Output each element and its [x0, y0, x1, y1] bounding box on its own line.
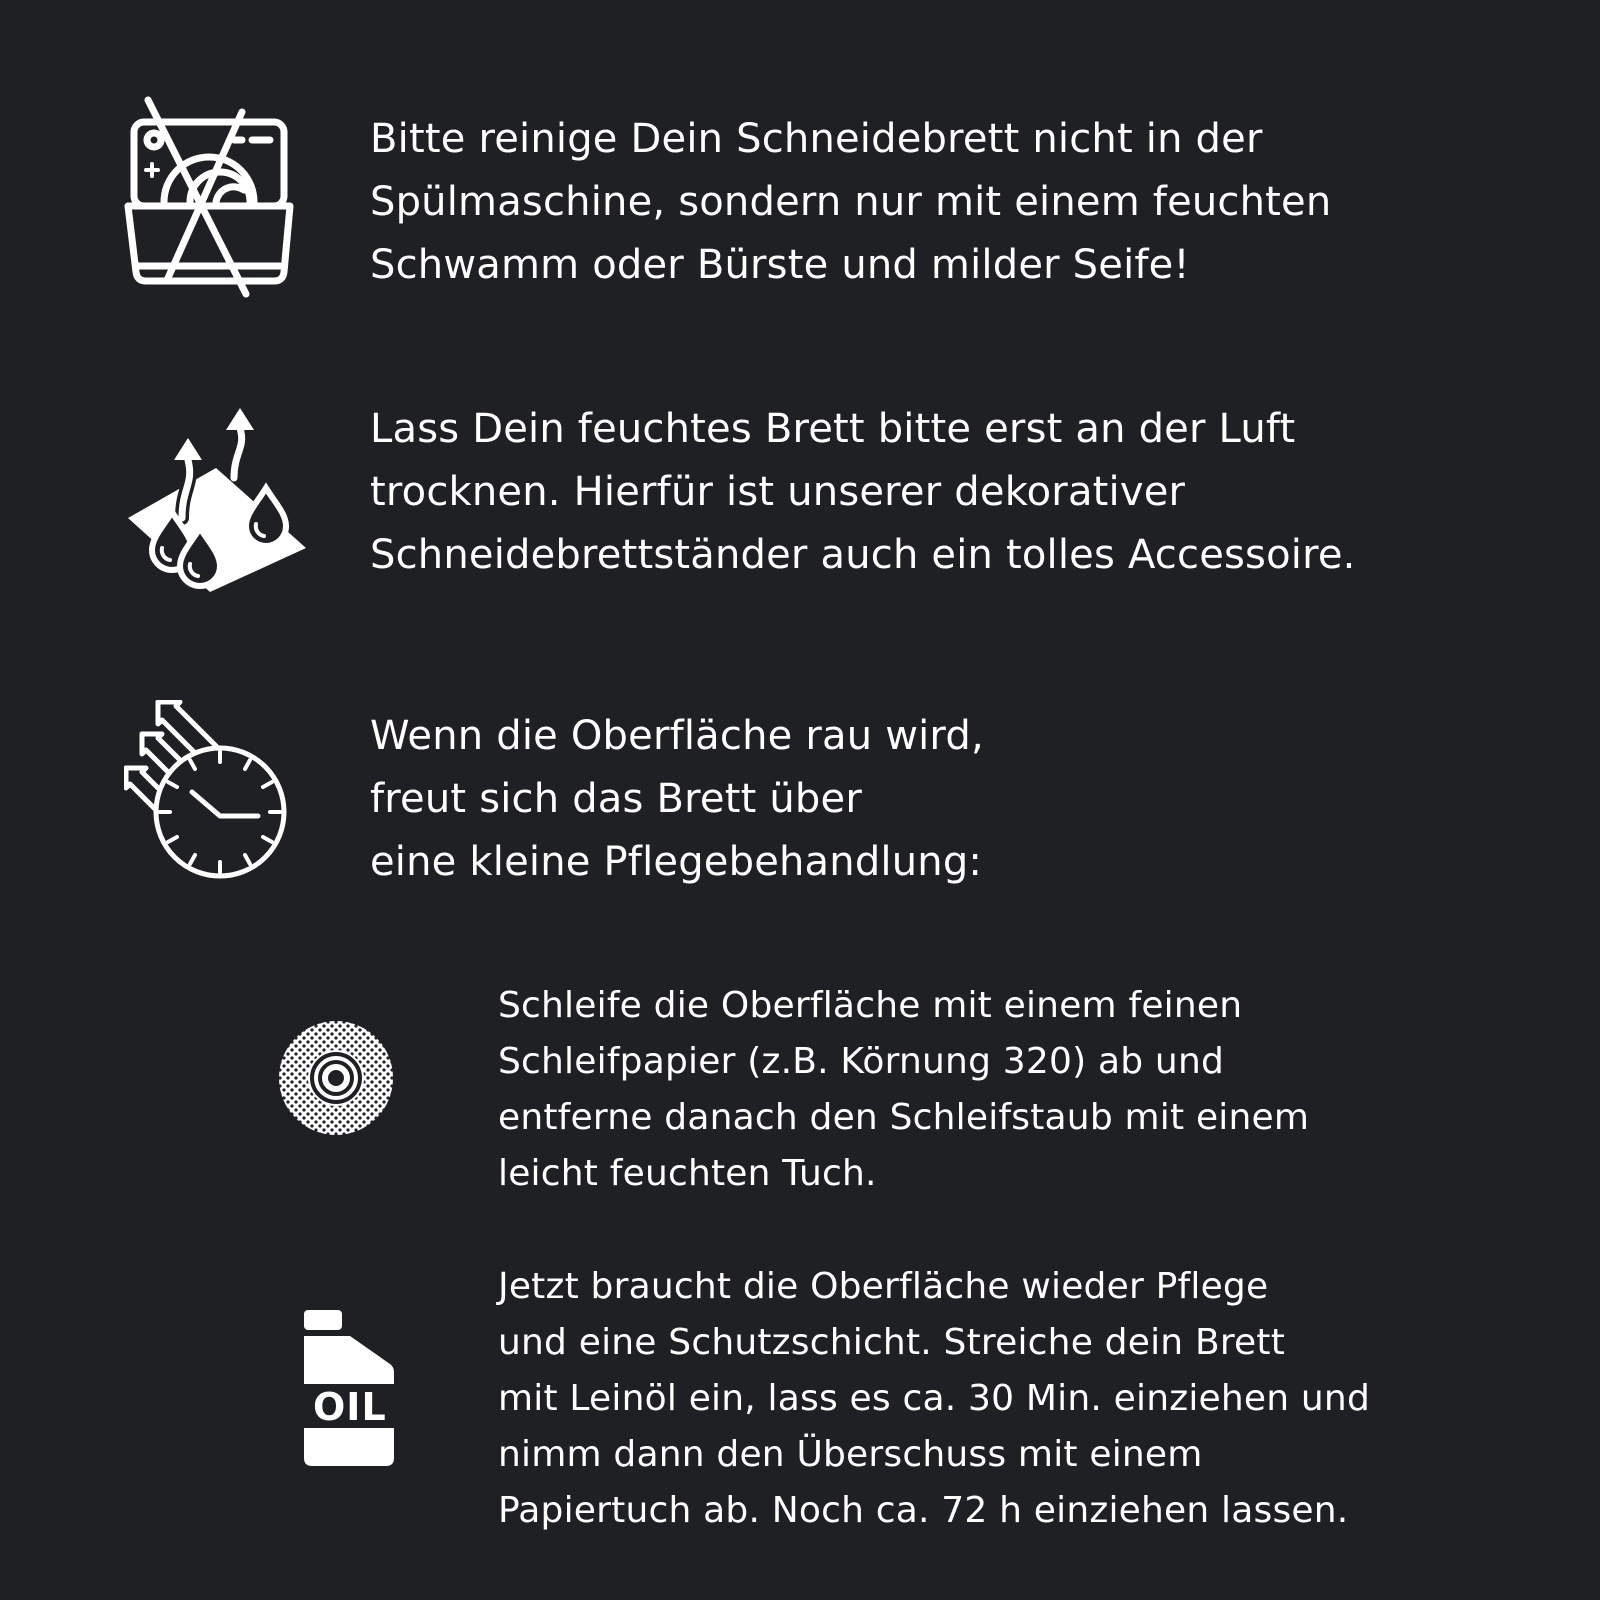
sanding-disc-icon [278, 1020, 394, 1136]
air-dry-instruction: Lass Dein feuchtes Brett bitte erst an der Luft trocknen. Hierfür ist unserer dekorativer Schneidebrettständer auch ein tolles Accessoire. [370, 406, 1356, 578]
no-dishwasher-icon [124, 96, 294, 302]
care-intro: Wenn die Oberfläche rau wird, freut sich das Brett über eine kleine Pflegebehandlung: [370, 713, 984, 885]
oil-instruction: Jetzt braucht die Oberfläche wieder Pflege und eine Schutzschicht. Streiche dein Brett mit Leinöl ein, lass es ca. 30 Min. einziehen und nimm dann den Überschuss mit einem Papiertuch ab. Noch ca. 72 h einziehen lassen. [498, 1266, 1370, 1531]
oil-label: OIL [313, 1385, 387, 1429]
clock-icon [124, 700, 296, 886]
dishwasher-instruction: Bitte reinige Dein Schneidebrett nicht in der Spülmaschine, sondern nur mit einem feuchten Schwamm oder Bürste und milder Seife! [370, 116, 1332, 288]
sanding-instruction: Schleife die Oberfläche mit einem feinen Schleifpapier (z.B. Körnung 320) ab und entferne danach den Schleifstaub mit einem leicht feuchten Tuch. [498, 985, 1310, 1194]
air-dry-icon [124, 408, 310, 594]
